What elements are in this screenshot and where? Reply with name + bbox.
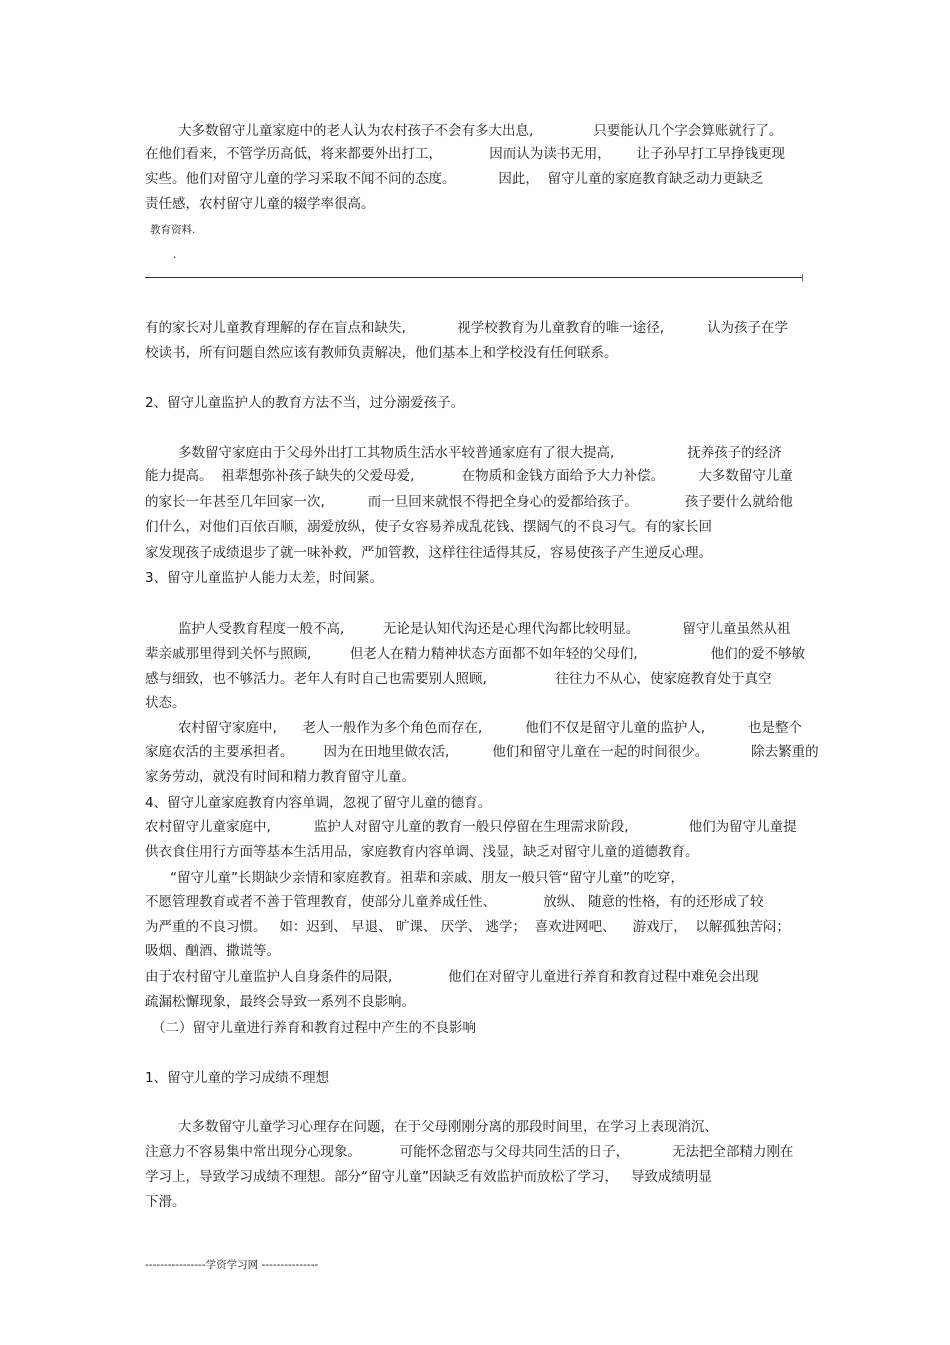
section-heading: 2、留守儿童监护人的教育方法不当，过分溺爱孩子。	[145, 395, 465, 411]
paragraph-line: 责任感，农村留守儿童的辍学率很高。	[145, 196, 375, 212]
paragraph-line: 大多数留守儿童学习心理存在问题，在于父母刚刚分离的那段时间里，在学习上表现消沉、	[178, 1119, 718, 1135]
paragraph-line: 家庭农活的主要承担者。 因为在田地里做农活, 他们和留守儿童在一起的时间很少。 除去繁重的	[145, 744, 819, 760]
footer-dot: .	[173, 249, 177, 261]
paragraph-line: 疏漏松懈现象，最终会导致一系列不良影响。	[145, 994, 415, 1010]
paragraph-line: 农村留守儿童家庭中, 监护人对留守儿童的教育一般只停留在生理需求阶段, 他们为留守儿童提	[145, 819, 797, 835]
paragraph-line: 辈亲戚那里得到关怀与照顾, 但老人在精力精神状态方面都不如年轻的父母们, 他们的爱不够敏	[145, 646, 806, 662]
paragraph-line: 们什么，对他们百依百顺，溺爱放纵，使子女容易养成乱花钱、摆阔气的不良习气。有的家长回	[145, 519, 712, 535]
paragraph-line: 家发现孩子成绩退步了就一味补救，严加管教，这样往往适得其反，容易使孩子产生逆反心理。	[145, 545, 712, 561]
paragraph-line: 家务劳动，就没有时间和精力教育留守儿童。	[145, 769, 415, 785]
paragraph-line: 为严重的不良习惯。 如：迟到、 早退、 旷课、 厌学、 逃学； 喜欢进网吧、 游戏厅， 以解孤独苦闷；	[145, 919, 790, 935]
paragraph-line: 校读书，所有问题自然应该有教师负责解决，他们基本上和学校没有任何联系。	[145, 345, 618, 361]
footer-label: 教育资料.	[150, 224, 196, 236]
page-divider-end	[802, 274, 803, 281]
section-heading: 1、留守儿童的学习成绩不理想	[145, 1070, 330, 1086]
paragraph-line: 农村留守家庭中, 老人一般作为多个角色而存在, 他们不仅是留守儿童的监护人, 也是整个	[178, 720, 802, 736]
paragraph-line: 能力提高。 祖辈想弥补孩子缺失的父爱母爱, 在物质和金钱方面给予大力补偿。 大多数留守儿童	[145, 468, 793, 484]
paragraph-line: 感与细致，也不够活力。老年人有时自己也需要别人照顾, 往往力不从心，使家庭教育处于真空	[145, 671, 772, 687]
paragraph-line: 吸烟、酗酒、撒谎等。	[145, 943, 280, 959]
paragraph-line: 由于农村留守儿童监护人自身条件的局限, 他们在对留守儿童进行养育和教育过程中难免会出现	[145, 969, 759, 985]
paragraph-line: 状态。	[145, 695, 186, 711]
section-heading: 4、留守儿童家庭教育内容单调，忽视了留守儿童的德育。	[145, 795, 492, 811]
page-divider	[145, 277, 803, 278]
paragraph-line: 供衣食住用行方面等基本生活用品，家庭教育内容单调、浅显，缺乏对留守儿童的道德教育。	[145, 844, 699, 860]
paragraph-line: 大多数留守儿童家庭中的老人认为农村孩子不会有多大出息, 只要能认几个字会算账就行了。	[178, 123, 783, 139]
paragraph-line: 实些。他们对留守儿童的学习采取不闻不问的态度。 因此， 留守儿童的家庭教育缺乏动力更缺乏	[145, 171, 764, 187]
page-footer: ----------------学资学习网 ---------------	[145, 1259, 319, 1271]
paragraph-line: 有的家长对儿童教育理解的存在盲点和缺失, 视学校教育为儿童教育的唯一途径, 认为孩子在学	[145, 320, 788, 336]
section-heading: （二）留守儿童进行养育和教育过程中产生的不良影响	[152, 1020, 476, 1036]
paragraph-line: 监护人受教育程度一般不高, 无论是认知代沟还是心理代沟都比较明显。 留守儿童虽然从祖	[178, 621, 791, 637]
paragraph-line: 在他们看来，不管学历高低，将来都要外出打工， 因而认为读书无用， 让子孙早打工早挣钱更现	[145, 146, 785, 162]
paragraph-line: 学习上，导致学习成绩不理想。部分“留守儿童”因缺乏有效监护而放松了学习， 导致成绩明显	[145, 1169, 712, 1185]
paragraph-line: 多数留守家庭由于父母外出打工其物质生活水平较普通家庭有了很大提高, 抚养孩子的经济	[178, 445, 782, 461]
paragraph-line: 的家长一年甚至几年回家一次, 而一旦回来就恨不得把全身心的爱都给孩子。 孩子要什么就给他	[145, 494, 793, 510]
paragraph-line: 注意力不容易集中常出现分心现象。 可能怀念留恋与父母共同生活的日子， 无法把全部精力刚在	[145, 1144, 794, 1160]
section-heading: 3、留守儿童监护人能力太差，时间紧。	[145, 570, 384, 586]
paragraph-line: 下滑。	[145, 1194, 186, 1210]
paragraph-line: “留守儿童”长期缺少亲情和家庭教育。祖辈和亲戚、朋友一般只管“留守儿童”的吃穿，	[170, 870, 684, 886]
paragraph-line: 不愿管理教育或者不善于管理教育，使部分儿童养成任性、 放纵、 随意的性格，有的还形成了较	[145, 894, 764, 910]
